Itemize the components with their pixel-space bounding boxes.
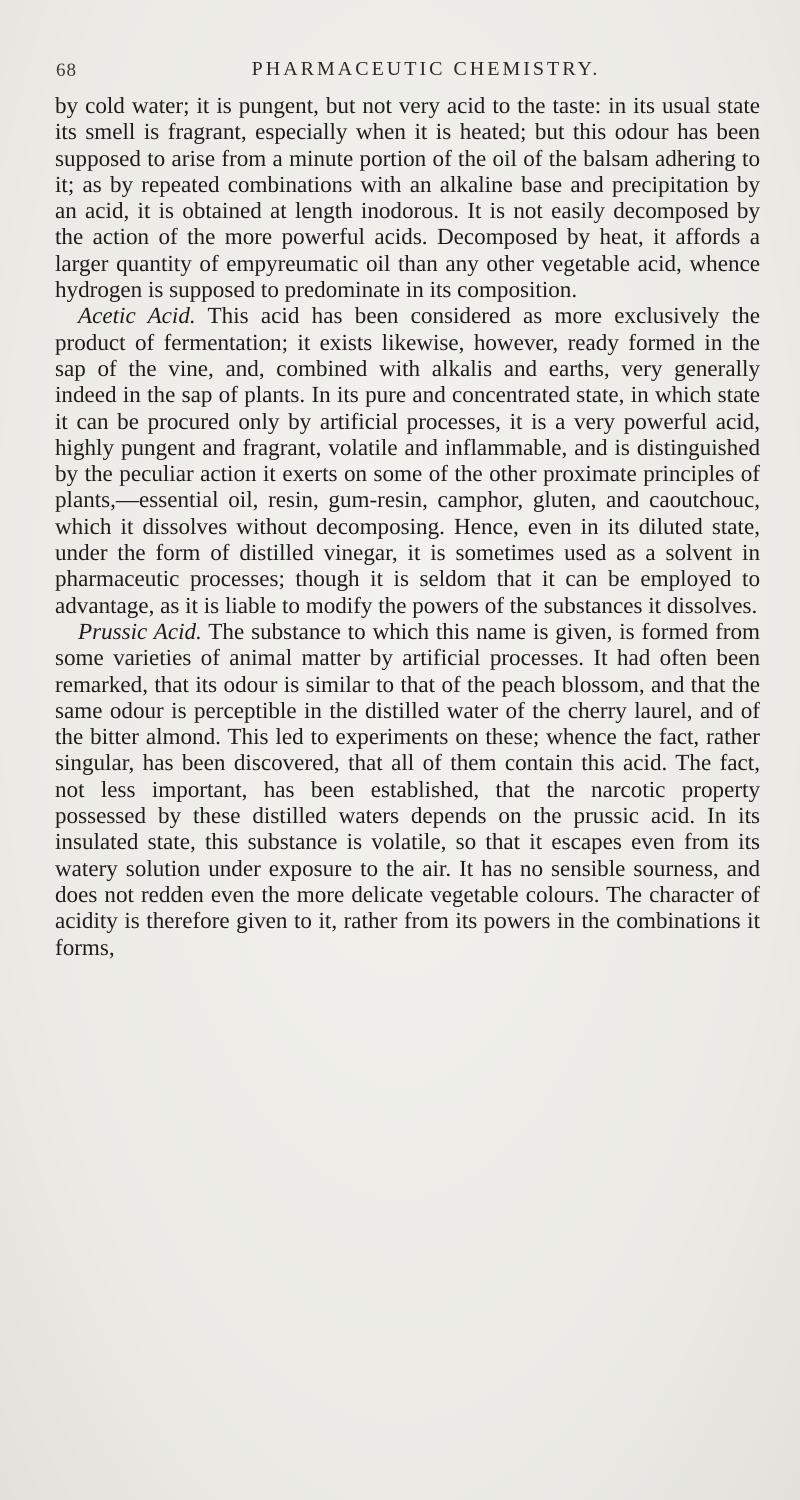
term-prussic-acid: Prussic Acid. <box>78 617 202 644</box>
paragraph-prussic-acid <box>55 618 760 960</box>
paragraph-text: by cold water; it is pungent, but not very acid to the taste: in its usual state its smell is fragrant, especially when it is heated; but this odour has been supposed to arise from a minute portion of the oil of the balsam adhering to it; as by repeated combinations with an alkaline base and precipitation by an acid, it is obtained at length inodorous. It is not easily decomposed by the action of the more powerful acids. Decomposed by heat, it affords a larger quantity of empyreumatic oil than any other vegetable acid, whence hydrogen is supposed to predominate in its composition. <box>55 92 760 303</box>
paragraph-acetic-acid <box>55 302 760 618</box>
paragraph-text: This acid has been considered as more exclusively the product of fermentation; it exists likewise, however, ready formed in the sap of the vine, and, combined with alkalis and earths, very generally indeed in the sap of plants. In its pure and concentrated state, in which state it can be procured only by artificial processes, it is a very powerful acid, highly pungent and fragrant, volatile and inflammable, and is distinguished by the peculiar action it exerts on some of the other proximate principles of plants,—essential oil, resin, gum-resin, camphor, gluten, and caoutchouc, which it dissolves without decomposing. Hence, even in its diluted state, under the form of distilled vinegar, it is sometimes used as a solvent in pharmaceutic processes; though it is seldom that it can be employed to advantage, as it is liable to modify the powers of the substances it dissolves. <box>55 302 760 618</box>
term-acetic-acid: Acetic Acid. <box>78 302 196 329</box>
running-head: PHARMACEUTIC CHEMISTRY. <box>251 58 601 80</box>
body-text <box>55 92 760 960</box>
paragraph-text: The substance to which this name is given, is formed from some varieties of animal matter by artificial processes. It had often been remarked, that its odour is similar to that of the peach blossom, and that the same odour is perceptible in the distilled water of the cherry laurel, and of the bitter almond. This led to experiments on these; whence the fact, rather singular, has been discovered, that all of them contain this acid. The fact, not less important, has been established, that the narcotic property possessed by these distilled waters depends on the prussic acid. In its insulated state, this substance is volatile, so that it escapes even from its watery solution under exposure to the air. It has no sensible sourness, and does not redden even the more delicate vegetable colours. The character of acidity is therefore given to it, rather from its powers in the combinations it forms, <box>55 617 760 960</box>
page-number: 68 <box>56 60 77 81</box>
page-header <box>56 58 756 86</box>
paragraph-continuation <box>55 92 760 302</box>
